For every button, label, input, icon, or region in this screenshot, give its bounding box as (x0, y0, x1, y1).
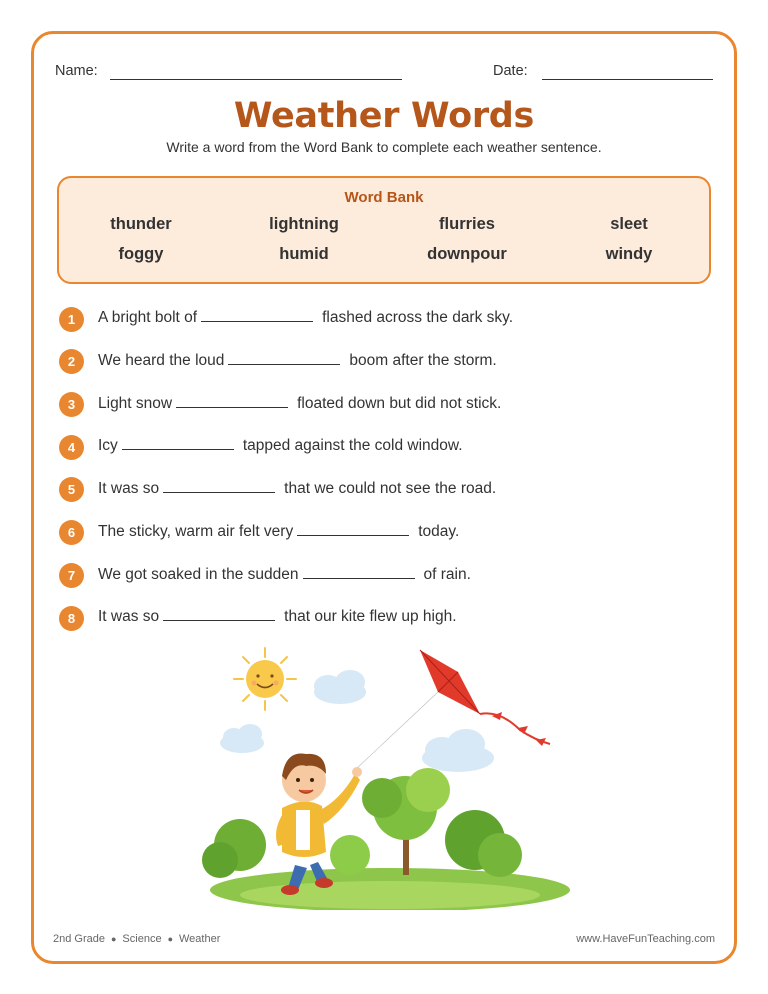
question-sentence (98, 606, 457, 626)
word-bank-word: lightning (269, 215, 339, 233)
date-field[interactable] (542, 79, 713, 80)
kite-boy-illustration (200, 640, 570, 910)
sentence-end: of rain. (423, 566, 471, 583)
answer-blank[interactable] (297, 521, 409, 536)
bullet-separator: ● (110, 934, 117, 944)
name-label: Name: (55, 63, 98, 79)
question-number-badge: 4 (59, 435, 84, 460)
sentence-start: The sticky, warm air felt very (98, 523, 294, 540)
sentence-start: It was so (98, 608, 160, 625)
answer-blank[interactable] (228, 350, 340, 365)
sentence-end: tapped against the cold window. (242, 437, 463, 454)
trees (202, 768, 522, 878)
sentence-end: that we could not see the road. (284, 480, 497, 497)
word-bank-word: humid (279, 245, 329, 263)
cloud-icon (314, 670, 366, 704)
word-bank-word: thunder (110, 215, 172, 233)
answer-blank[interactable] (201, 307, 313, 322)
sentence-end: flashed across the dark sky. (322, 309, 514, 326)
question-number-badge: 3 (59, 392, 84, 417)
sentence-start: Light snow (98, 395, 173, 412)
question-number-badge: 6 (59, 520, 84, 545)
question-sentence (98, 393, 501, 413)
bullet-separator: ● (167, 934, 173, 944)
sentence-end: that our kite flew up high. (284, 608, 457, 625)
sentence-end: floated down but did not stick. (297, 395, 502, 412)
word-bank (57, 176, 711, 284)
question-sentence (98, 521, 459, 541)
page-title: Weather Words (233, 96, 535, 136)
question-number-badge: 2 (59, 349, 84, 374)
question-sentence (98, 564, 471, 584)
cloud-icon (422, 729, 494, 772)
footer-tags (53, 933, 220, 945)
sentence-end: boom after the storm. (349, 352, 497, 369)
answer-blank[interactable] (122, 435, 234, 450)
answer-blank[interactable] (303, 564, 415, 579)
question-sentence (98, 435, 463, 455)
footer-topic: Weather (179, 933, 221, 945)
cloud-icon (220, 724, 264, 753)
sun-icon (234, 648, 296, 710)
word-bank-word: foggy (118, 245, 164, 263)
question-number-badge: 1 (59, 307, 84, 332)
footer-subject: Science (122, 933, 162, 945)
sentence-start: We heard the loud (98, 352, 225, 369)
word-bank-word: flurries (439, 215, 495, 233)
question-number-badge: 8 (59, 606, 84, 631)
sentence-start: A bright bolt of (98, 309, 198, 326)
instructions: Write a word from the Word Bank to complete each weather sentence. (166, 139, 602, 155)
sentence-start: Icy (98, 437, 118, 454)
question-number-badge: 7 (59, 563, 84, 588)
word-bank-word: downpour (427, 245, 507, 263)
sentence-start: We got soaked in the sudden (98, 566, 299, 583)
answer-blank[interactable] (176, 393, 288, 408)
question-sentence (98, 350, 497, 370)
word-bank-word: windy (605, 245, 653, 263)
answer-blank[interactable] (163, 606, 275, 621)
word-bank-word: sleet (610, 215, 648, 233)
footer-grade: 2nd Grade (53, 933, 105, 945)
question-number-badge: 5 (59, 477, 84, 502)
sentence-end: today. (418, 523, 460, 540)
date-label: Date: (493, 63, 528, 79)
word-bank-title: Word Bank (344, 189, 424, 206)
question-sentence (98, 478, 496, 498)
footer-website[interactable]: www.HaveFunTeaching.com (576, 933, 715, 945)
question-sentence (98, 307, 513, 327)
sentence-start: It was so (98, 480, 160, 497)
answer-blank[interactable] (163, 478, 275, 493)
name-field[interactable] (110, 79, 402, 80)
